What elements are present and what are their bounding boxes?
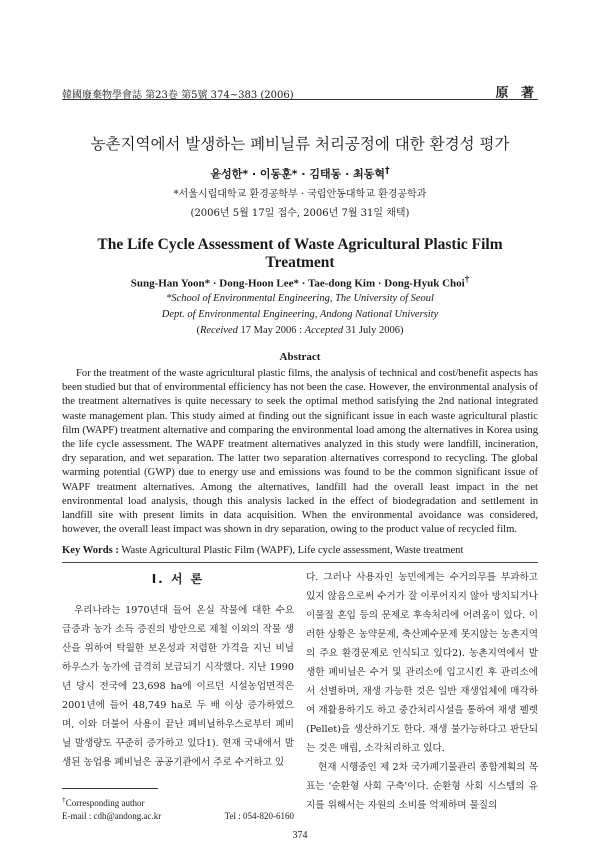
korean-author-names: 윤성한* · 이동훈* · 김태동 · 최동혁 bbox=[210, 167, 385, 181]
received-date: 17 May 2006 bbox=[240, 325, 297, 336]
english-corresponding-mark: † bbox=[464, 274, 470, 284]
english-authors bbox=[62, 274, 538, 290]
journal-reference: 韓國廢棄物學會誌 第23卷 第5號 374~383 (2006) bbox=[62, 90, 294, 101]
abstract-text: For the treatment of the waste agricultural plastic films, the analysis of technical and cost/benefit aspects has been studied but that of environmental efficiency has not been the case. However, the environmental analysis of the treatment alternatives is quite necessary to seek the optimal method satisfying the 2nd national integrated waste management plan. This study aimed at finding out the significant issue in each waste agricultural plastic film (WAPF) treatment alternative and comparing the environmental load among the alternatives in Korea using the life cycle assessment. The WAPF treatment alternatives analyzed in this study were landfill, incineration, dry separation, and wet separation. The latter two separation alternatives correspond to recycling. The global warming potential (GWP) due to energy use and emissions was found to be the common significant issue of WAPF treatment alternatives. Among the alternatives, landfill had the overall least impact in the net environmental load analysis, though this analysis lacked in the effect of biodegradation and settlement in landfill site with present limits in data acquisition. When the environmental avoidance was considered, however, the overall least impact was shown in dry separation, owing to the product value of recycled film. bbox=[62, 368, 538, 536]
footnote bbox=[62, 793, 294, 823]
footnote-email: E-mail : cdh@andong.ac.kr bbox=[62, 811, 162, 821]
body-paragraph: 현재 시행중인 제 2차 국가폐기물관리 종합계획의 목표는 '순환형 사회 구축'이다. 순환형 사회 시스템의 유지를 위해서는 자원의 소비를 억제하며 물질의 bbox=[306, 762, 538, 811]
body-right-column bbox=[306, 568, 538, 815]
keywords-label: Key Words : bbox=[62, 545, 119, 556]
english-dates: (Received 17 May 2006 : Accepted 31 July 2006) bbox=[196, 325, 404, 336]
footnote-tel: Tel : 054-820-6160 bbox=[224, 811, 294, 821]
english-author-names: Sung-Han Yoon* · Dong-Hoon Lee* · Tae-dong Kim · Dong-Hyuk Choi bbox=[130, 277, 465, 290]
keywords bbox=[62, 545, 538, 556]
header-rule bbox=[62, 99, 538, 100]
english-affiliation-2: Dept. of Environmental Engineering, Andong National University bbox=[161, 309, 439, 320]
section-heading-introduction: I. 서 론 bbox=[151, 572, 205, 586]
abstract-heading: Abstract bbox=[279, 351, 321, 363]
footnote-label: Corresponding author bbox=[65, 798, 145, 808]
english-title: The Life Cycle Assessment of Waste Agricultural Plastic Film Treatment bbox=[97, 236, 503, 271]
footnote-rule bbox=[62, 788, 158, 789]
korean-affiliation: *서울시립대학교 환경공학부 · 국립안동대학교 환경공학과 bbox=[173, 189, 427, 200]
received-label: Received bbox=[199, 325, 238, 336]
keywords-rule bbox=[62, 562, 538, 563]
korean-title: 농촌지역에서 발생하는 폐비닐류 처리공정에 대한 환경성 평가 bbox=[90, 135, 510, 153]
footnote-mark: † bbox=[62, 795, 66, 804]
body-paragraph: 우리나라는 1970년대 들어 온실 작물에 대한 수요 급증과 농가 소득 증진의 방안으로 제철 이외의 작물 생산을 위하여 탁월한 보온성과 저렴한 가격을 지닌 비닐하우스가 농가에 급격히 보급되기 시작했다. 지난 1990년 당시 전국에 23,698 ha에 이르던 시설농업면적은 2001년에 들어 48,749 ha로 두 배 이상 증가하였으며, 이와 더불어 사용이 끝난 폐비닐하우스로부터 폐비닐 발생량도 꾸준히 증가하고 있다1). 현재 국내에서 발생된 농업용 폐비닐은 공공기관에서 주로 수거하고 있 bbox=[62, 605, 294, 768]
korean-authors bbox=[62, 165, 538, 182]
article-type-label: 原 著 bbox=[495, 86, 538, 101]
english-affiliation-1: *School of Environmental Engineering, The University of Seoul bbox=[166, 293, 434, 304]
korean-corresponding-mark: † bbox=[384, 165, 390, 176]
accepted-date: 31 July 2006 bbox=[345, 325, 401, 336]
korean-dates: (2006년 5월 17일 접수, 2006년 7월 31일 채택) bbox=[190, 208, 410, 219]
accepted-label: Accepted bbox=[304, 325, 344, 336]
body-paragraph: 다. 그러나 사용자인 농민에게는 수거의무를 부과하고 있지 않음으로써 수거가 잘 이루어지지 않아 방치되거나 이물질 혼입 등의 문제로 후속처리에 어려움이 있다. 이러한 상황은 농약문제, 축산폐수문제 못지않는 농촌지역의 주요 환경문제로 인식되고 있다2). 농촌지역에서 발생한 폐비닐은 수거 및 관리소에 입고시킨 후 관리소에서 선별하며, 재생 가능한 것은 일반 재생업체에 매각하여 재활용하기도 하고 중간처리시설을 통하여 재생 펠렛(Pellet)을 생산하기도 한다. 재생 불가능하다고 판단되는 것은 매립, 소각처리하고 있다. bbox=[306, 572, 538, 754]
keywords-text: Waste Agricultural Plastic Film (WAPF), Life cycle assessment, Waste treatment bbox=[121, 545, 464, 556]
body-left-column bbox=[62, 568, 294, 772]
page-number: 374 bbox=[292, 830, 308, 841]
